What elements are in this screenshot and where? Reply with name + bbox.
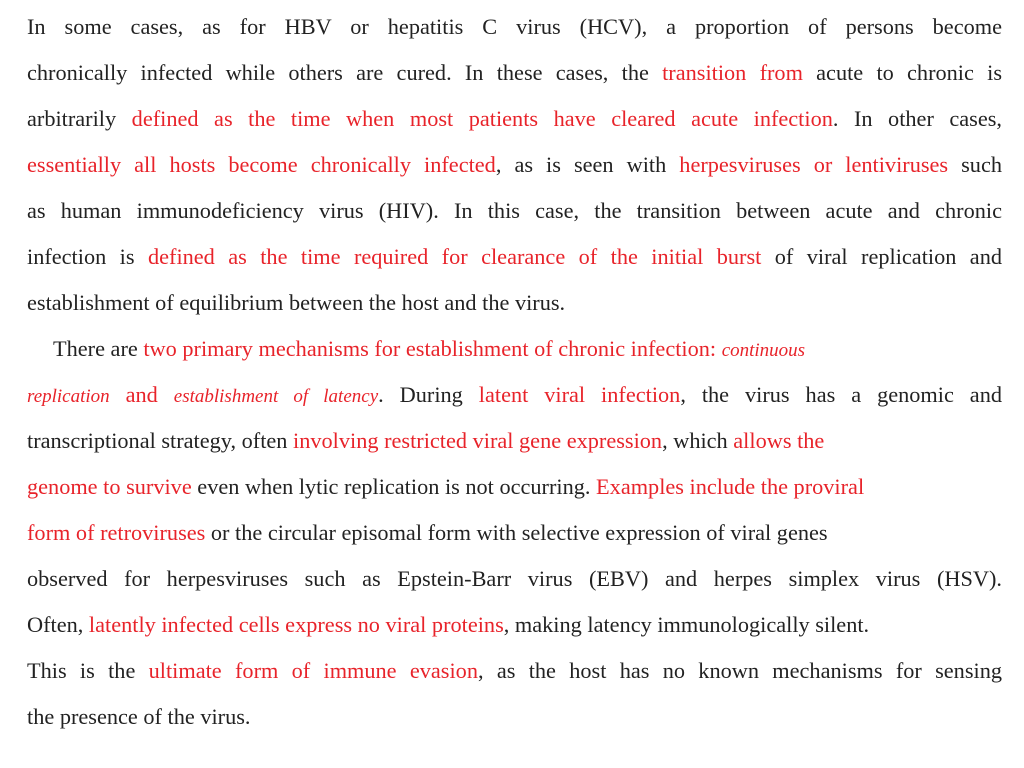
text-run: of viral replication and — [761, 244, 1002, 269]
highlight-run: involving restricted viral gene expression — [293, 428, 663, 453]
highlight-italic-run: replication — [27, 386, 110, 407]
highlight-run: transition from — [662, 60, 803, 85]
text-run: even when lytic replication is not occurring. — [191, 474, 597, 499]
text-line-14 — [27, 602, 1002, 648]
text-line-16 — [27, 694, 1002, 740]
highlight-italic-run: establishment of latency — [173, 386, 379, 407]
text-line-13 — [27, 556, 1002, 602]
text-run: transcriptional strategy, often — [27, 428, 294, 453]
text-run: establishment of equilibrium between the host and the virus. — [27, 290, 566, 315]
text-line-5 — [27, 188, 1002, 234]
highlight-run: latent viral infection — [478, 382, 681, 407]
highlight-run: herpesviruses or lentiviruses — [679, 152, 949, 177]
text-run: acute to chronic is — [802, 60, 1002, 85]
highlight-run: essentially all hosts become chronically infected — [27, 152, 496, 177]
text-run: the presence of the virus. — [27, 704, 251, 729]
highlight-run: ultimate form of immune evasion — [148, 658, 478, 683]
highlight-run: Examples include the proviral — [596, 474, 865, 499]
text-line-6 — [27, 234, 1002, 280]
text-run: , the virus has a genomic and — [680, 382, 1002, 407]
text-line-1 — [27, 4, 1002, 50]
text-line-3 — [27, 96, 1002, 142]
text-run: . In other cases, — [832, 106, 1003, 131]
text-line-8 — [27, 326, 1002, 372]
highlight-run: two primary mechanisms for establishment of chronic infection: — [143, 336, 722, 361]
text-run: There are — [53, 336, 144, 361]
highlight-run: genome to survive — [27, 474, 192, 499]
text-line-2 — [27, 50, 1002, 96]
text-run: arbitrarily — [27, 106, 132, 131]
document-body — [27, 4, 1002, 740]
text-line-9 — [27, 372, 1002, 418]
highlight-run: latently infected cells express no viral proteins — [88, 612, 504, 637]
highlight-run: form of retroviruses — [27, 520, 206, 545]
highlight-run: allows the — [733, 428, 825, 453]
text-line-15 — [27, 648, 1002, 694]
highlight-run: and — [109, 382, 174, 407]
text-run: , as is seen with — [495, 152, 680, 177]
text-run: infection is — [27, 244, 148, 269]
highlight-italic-run: continuous — [721, 340, 806, 361]
text-line-10 — [27, 418, 1002, 464]
text-run: In some cases, as for HBV or hepatitis C virus (HCV), a proportion of persons become — [27, 14, 1002, 39]
text-run: as human immunodeficiency virus (HIV). In this case, the transition between acute and chronic — [27, 198, 1002, 223]
text-run: Often, — [27, 612, 89, 637]
text-line-4 — [27, 142, 1002, 188]
text-line-11 — [27, 464, 1002, 510]
text-run: This is the — [27, 658, 149, 683]
text-run: or the circular episomal form with selective expression of viral genes — [205, 520, 828, 545]
highlight-run: defined as the time when most patients have cleared acute infection — [131, 106, 833, 131]
highlight-run: defined as the time required for clearance of the initial burst — [147, 244, 762, 269]
text-run: , making latency immunologically silent. — [503, 612, 870, 637]
text-run: , as the host has no known mechanisms for sensing — [477, 658, 1002, 683]
text-run: chronically infected while others are cured. In these cases, the — [27, 60, 663, 85]
text-run: . During — [378, 382, 479, 407]
text-run: , which — [662, 428, 734, 453]
text-line-12 — [27, 510, 1002, 556]
text-run: observed for herpesviruses such as Epstein-Barr virus (EBV) and herpes simplex virus (HSV). — [27, 566, 1002, 591]
text-run: such — [948, 152, 1002, 177]
text-line-7 — [27, 280, 1002, 326]
